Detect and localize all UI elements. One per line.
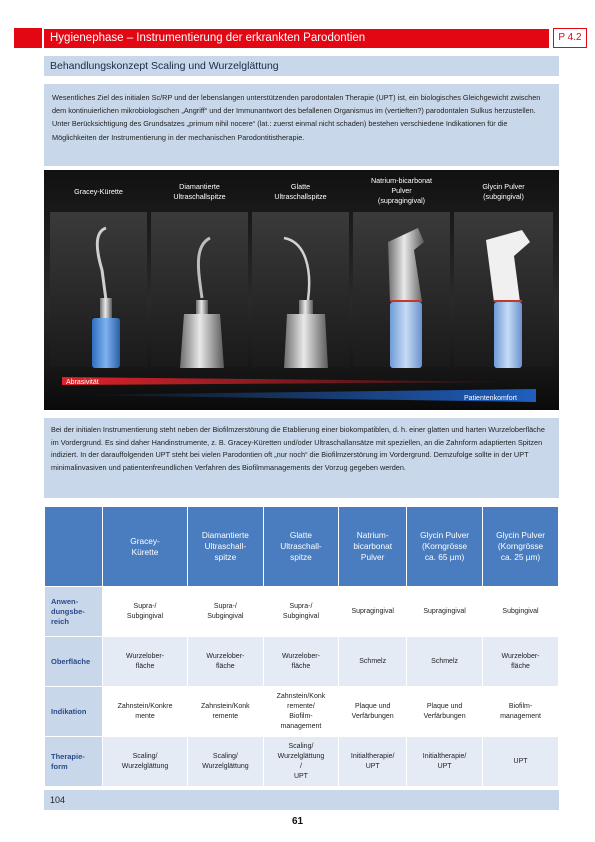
row-header: Anwen- dungsbe- reich [45, 587, 103, 637]
table-cell: Supra-/ Subgingival [188, 587, 264, 637]
page-title: Hygienephase – Instrumentierung der erkrankten Parodontien [44, 29, 549, 48]
instrument-illustration [44, 170, 559, 410]
abrasivity-label: Abrasivität [66, 379, 99, 386]
table-cell: Supra-/ Subgingival [263, 587, 339, 637]
table-cell: Plaque und Verfärbungen [407, 687, 483, 737]
table-cell: UPT [483, 737, 559, 787]
table-row [45, 637, 559, 687]
table-cell: Scaling/ Wurzelglättung [188, 737, 264, 787]
table-cell: Zahnstein/Konk remente/ Biofilm- management [263, 687, 339, 737]
instrument-photo [44, 170, 559, 410]
table-row [45, 687, 559, 737]
table-row [45, 587, 559, 637]
table-cell: Scaling/ Wurzelglättung [103, 737, 188, 787]
photo-label-gracey: Gracey-Kürette [74, 187, 123, 196]
table-cell: Subgingival [483, 587, 559, 637]
column-header: Natrium- bicarbonat Pulver [339, 507, 407, 587]
page-number: 61 [291, 816, 304, 827]
table-cell: Schmelz [339, 637, 407, 687]
row-header: Indikation [45, 687, 103, 737]
section-tag: P 4.2 [553, 28, 587, 48]
table-cell: Schmelz [407, 637, 483, 687]
column-header: Glycin Pulver (Korngrösse ca. 65 µm) [407, 507, 483, 587]
column-header: Diamantierte Ultraschall- spitze [188, 507, 264, 587]
footer-reference-bar: 104 [44, 790, 559, 810]
table-cell: Supragingival [407, 587, 483, 637]
table-cell: Scaling/ Wurzelglättung / UPT [263, 737, 339, 787]
row-header: Therapie- form [45, 737, 103, 787]
comparison-table [44, 506, 559, 787]
table-cell: Initialtherapie/ UPT [339, 737, 407, 787]
column-header: Gracey- Kürette [103, 507, 188, 587]
table-corner-cell [45, 507, 103, 587]
photo-label-bicarbonate: Natrium-bicarbonat Pulver (supragingival) [370, 176, 433, 205]
table-cell: Wurzelober- fläche [483, 637, 559, 687]
table-cell: Supra-/ Subgingival [103, 587, 188, 637]
table-cell: Wurzelober- fläche [263, 637, 339, 687]
table-cell: Zahnstein/Konk remente [188, 687, 264, 737]
photo-label-glycine: Glycin Pulver (subgingival) [482, 182, 525, 201]
table-header-row [45, 507, 559, 587]
header-accent-square [14, 28, 42, 48]
row-header: Oberfläche [45, 637, 103, 687]
column-header: Glatte Ultraschall- spitze [263, 507, 339, 587]
body-paragraph: Bei der initialen Instrumentierung steht neben der Biofilmzerstörung die Etablierung einer biokompatiblen, d. h. einer glatten und harten Wurzeloberfläche im Vordergrund. Es sind daher Handinstrumente, z. B. Gracey-Küretten und/oder Ultraschallansätze mit speziellen, an die Zahnform adaptierten Spitzen indiziert. In der darauffolgenden UPT steht bei vielen Parodontien oft „nur noch“ die Biofilmzerstörung im Vordergrund. Demzufolge sollte in der UPT minimalinvasiven und patientenfreundlichen Verfahren des Biofilmmanagements der Vorzug gegeben werden. [44, 418, 559, 498]
intro-paragraph: Wesentliches Ziel des initialen Sc/RP und der lebenslangen unterstützenden parodontalen Therapie (UPT) ist, ein biologisches Gleichgewicht zwischen dem kontinuierlichen mikrobiologischen „Angriff“ und der Immunantwort des befallenen Organismus im (vertieften?) parodontalen Sulkus herzustellen. Unter Berücksichtigung des Grundsatzes „primum nihil nocere“ (lat.: zuerst einmal nicht schaden) bestehen verschiedene Indikationen für die Möglichkeiten der Instrumentierung in der mechanischen Parodontitistherapie. [44, 84, 559, 166]
photo-label-diamond: Diamantierte Ultraschallspitze [173, 182, 226, 201]
photo-label-smooth: Glatte Ultraschallspitze [274, 182, 327, 201]
table-cell: Supragingival [339, 587, 407, 637]
table-row [45, 737, 559, 787]
table-cell: Plaque und Verfärbungen [339, 687, 407, 737]
table-cell: Zahnstein/Konkre mente [103, 687, 188, 737]
comfort-label: Patientenkomfort [464, 395, 517, 402]
table-cell: Wurzelober- fläche [188, 637, 264, 687]
section-subheading: Behandlungskonzept Scaling und Wurzelglättung [44, 56, 559, 76]
table-cell: Initialtherapie/ UPT [407, 737, 483, 787]
table-cell: Wurzelober- fläche [103, 637, 188, 687]
column-header: Glycin Pulver (Korngrösse ca. 25 µm) [483, 507, 559, 587]
table-cell: Biofilm- management [483, 687, 559, 737]
